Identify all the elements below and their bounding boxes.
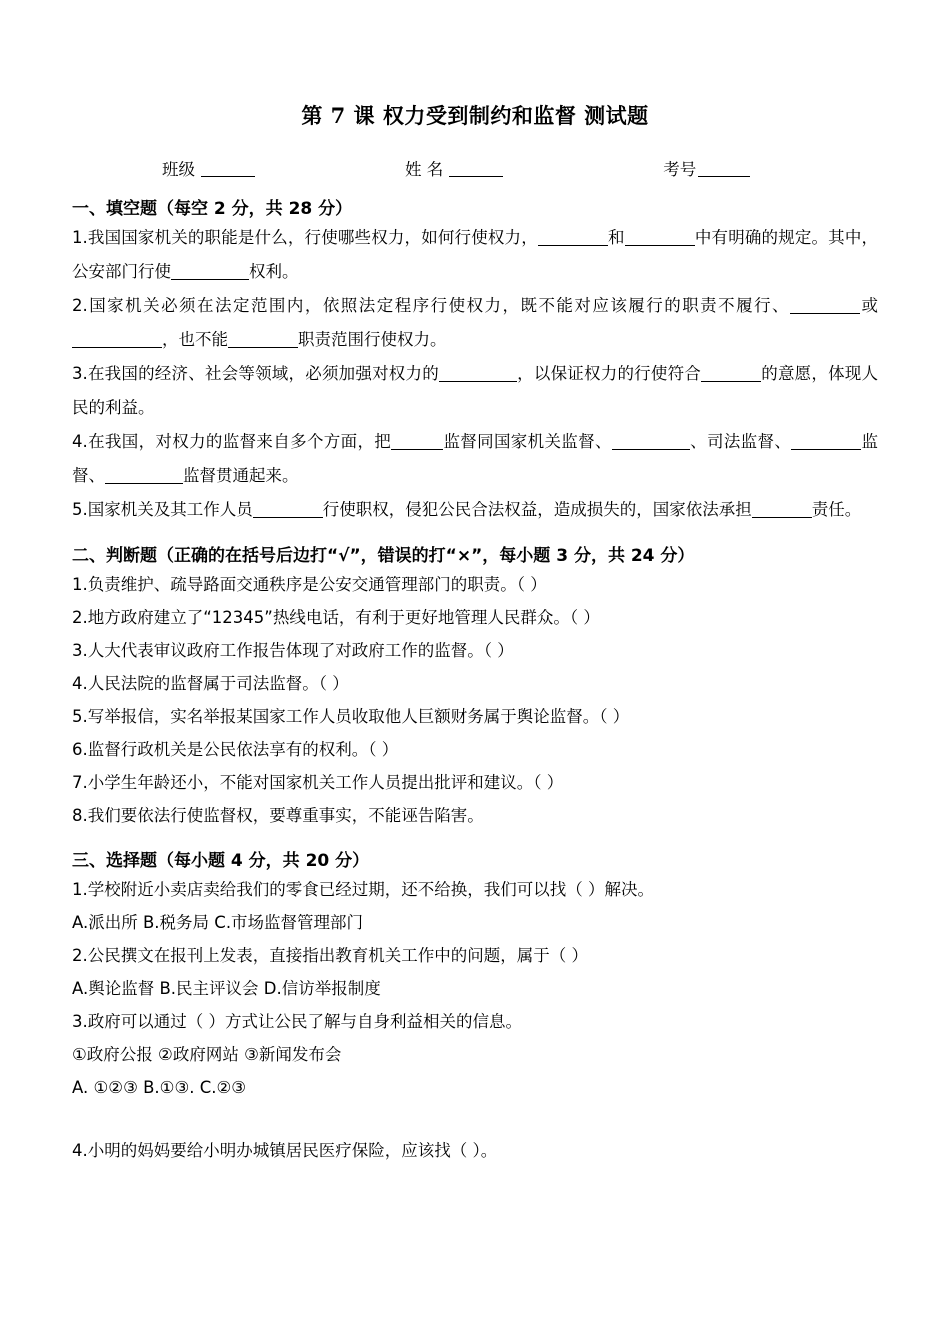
name-blank[interactable]	[449, 160, 503, 177]
text-part: 监督贯通起来。	[183, 466, 299, 485]
fill-blank[interactable]	[791, 431, 861, 450]
choice-sub-options: ①政府公报 ②政府网站 ③新闻发布会	[72, 1045, 342, 1064]
choice-question: 3.政府可以通过（ ）方式让公民了解与自身利益相关的信息。	[72, 1012, 522, 1031]
fill-blank[interactable]	[625, 227, 695, 246]
text-part: 、司法监督、	[689, 432, 792, 451]
fill-blank[interactable]	[253, 499, 323, 518]
exam-no-label: 考号	[663, 160, 697, 179]
fill-blank[interactable]	[72, 329, 162, 348]
true-false-item: 1.负责维护、疏导路面交通秩序是公安交通管理部门的职责。（ ）	[72, 575, 547, 594]
choice-options: A.舆论监督 B.民主评议会 D.信访举报制度	[72, 979, 381, 998]
fill-blank[interactable]	[752, 499, 812, 518]
choice-question: 4.小明的妈妈要给小明办城镇居民医疗保险，应该找（ ）。	[72, 1141, 498, 1160]
text-part: 责任。	[811, 500, 862, 519]
choice-options: A.派出所 B.税务局 C.市场监督管理部门	[72, 913, 364, 932]
choice-question: 1.学校附近小卖店卖给我们的零食已经过期，还不给换，我们可以找（ ）解决。	[72, 880, 654, 899]
true-false-item: 3.人大代表审议政府工作报告体现了对政府工作的监督。（ ）	[72, 641, 514, 660]
section-heading-multiple-choice: 三、选择题（每小题 4 分，共 20 分）	[72, 851, 370, 871]
name-label: 姓 名	[405, 160, 444, 179]
fill-blank[interactable]	[171, 261, 249, 280]
text-part: 中有明确的规定。其中，公安部门行使	[72, 228, 879, 281]
text-part: ，也不能	[162, 330, 228, 349]
class-blank[interactable]	[201, 160, 255, 177]
choice-options: A. ①②③ B.①③. C.②③	[72, 1078, 247, 1097]
text-part: 或	[860, 296, 879, 315]
fill-blank[interactable]	[105, 465, 183, 484]
page-title: 第 7 课 权力受到制约和监督 测试题	[301, 103, 649, 128]
true-false-item: 8.我们要依法行使监督权，要尊重事实，不能诬告陷害。	[72, 806, 484, 825]
text-part: 权利。	[249, 262, 299, 281]
text-part: 4.在我国，对权力的监督来自多个方面，把	[72, 432, 392, 451]
true-false-item: 7.小学生年龄还小，不能对国家机关工作人员提出批评和建议。（ ）	[72, 773, 564, 792]
exam-no-field	[663, 156, 750, 180]
name-field	[405, 156, 503, 180]
text-part: 和	[607, 228, 625, 247]
fill-blank[interactable]	[701, 363, 761, 382]
fill-in-item-3	[72, 357, 878, 425]
fill-blank[interactable]	[228, 329, 298, 348]
fill-in-item-2	[72, 289, 878, 357]
blank-spacer	[72, 1104, 878, 1134]
fill-in-item-1	[72, 221, 878, 289]
class-label: 班级	[162, 160, 195, 179]
choice-question: 2.公民撰文在报刊上发表，直接指出教育机关工作中的问题，属于（ ）	[72, 946, 588, 965]
text-part: 1.我国国家机关的职能是什么，行使哪些权力，如何行使权力，	[72, 228, 538, 247]
fill-in-item-4	[72, 425, 878, 493]
text-part: 行使职权，侵犯公民合法权益，造成损失的，国家依法承担	[322, 500, 752, 519]
text-part: 5.国家机关及其工作人员	[72, 500, 253, 519]
true-false-item: 4.人民法院的监督属于司法监督。（ ）	[72, 674, 349, 693]
text-part: 2.国家机关必须在法定范围内，依照法定程序行使权力，既不能对应该履行的职责不履行、	[72, 296, 791, 315]
true-false-item: 5.写举报信，实名举报某国家工作人员收取他人巨额财务属于舆论监督。（ ）	[72, 707, 630, 726]
exam-no-blank[interactable]	[698, 160, 750, 177]
class-field	[162, 156, 255, 180]
text-part: 职责范围行使权力。	[298, 330, 447, 349]
true-false-item: 2.地方政府建立了“12345”热线电话，有利于更好地管理人民群众。（ ）	[72, 608, 600, 627]
text-part: 的意愿，体现人民的利益。	[72, 364, 879, 417]
section-heading-true-false: 二、判断题（正确的在括号后边打“√”，错误的打“×”，每小题 3 分，共 24 分）	[72, 546, 695, 566]
fill-blank[interactable]	[391, 431, 443, 450]
text-part: 监督同国家机关监督、	[443, 432, 612, 451]
fill-blank[interactable]	[439, 363, 517, 382]
fill-in-item-5	[72, 493, 878, 527]
text-part: 监督、	[72, 432, 879, 485]
fill-blank[interactable]	[790, 295, 860, 314]
student-info-row	[72, 156, 878, 180]
true-false-item: 6.监督行政机关是公民依法享有的权利。（ ）	[72, 740, 399, 759]
fill-blank[interactable]	[538, 227, 608, 246]
section-heading-fill-in: 一、填空题（每空 2 分，共 28 分）	[72, 199, 353, 219]
text-part: 3.在我国的经济、社会等领域，必须加强对权力的	[72, 364, 439, 383]
fill-blank[interactable]	[612, 431, 690, 450]
text-part: ，以保证权力的行使符合	[516, 364, 702, 383]
